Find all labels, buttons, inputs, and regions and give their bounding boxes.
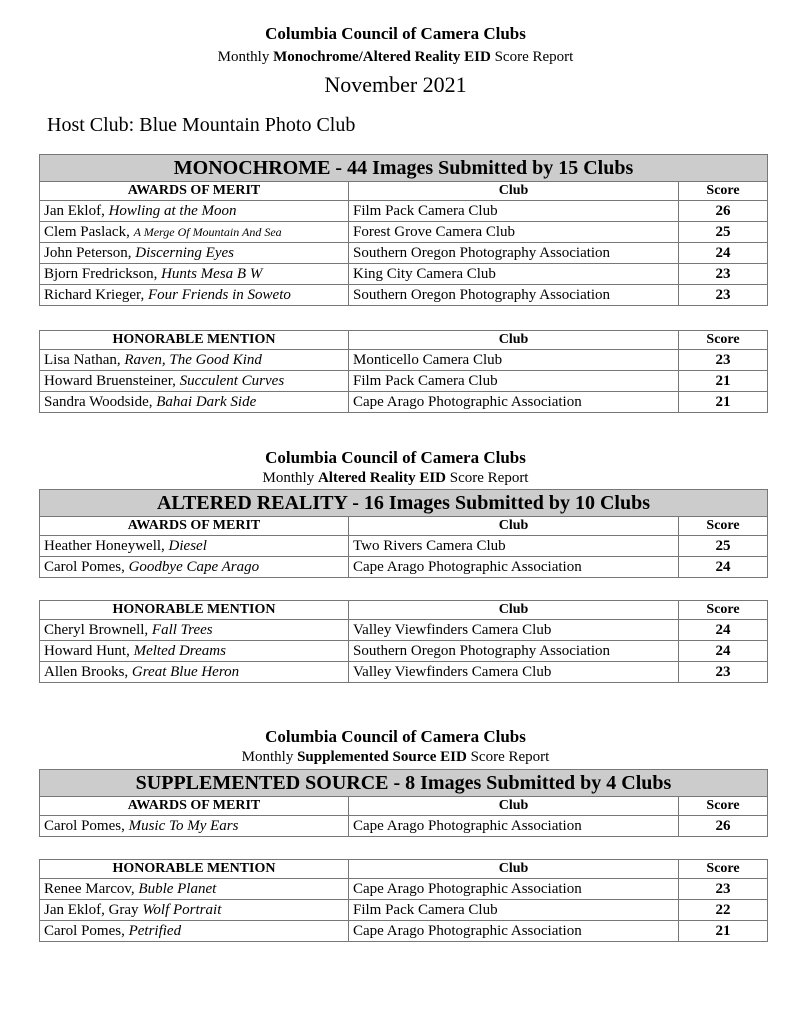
table-row: Richard Krieger, Four Friends in Soweto Southern Oregon Photography Association 23 (40, 285, 768, 306)
table-row: Carol Pomes, Music To My Ears Cape Arago Photographic Association 26 (40, 816, 768, 837)
table-row: Howard Bruensteiner, Succulent Curves Film Pack Camera Club 21 (40, 371, 768, 392)
monochrome-awards-table (39, 154, 768, 306)
club-header: Club (349, 601, 679, 620)
hm-header: HONORABLE MENTION (40, 601, 349, 620)
table-row: Lisa Nathan, Raven, The Good Kind Monticello Camera Club 23 (40, 350, 768, 371)
section-report-subtitle: Monthly Altered Reality EID Score Report (262, 470, 529, 486)
org-title: Columbia Council of Camera Clubs (265, 24, 526, 43)
table-row: Clem Paslack, A Merge Of Mountain And Sea Forest Grove Camera Club 25 (40, 222, 768, 243)
table-row: Jan Eklof, Howling at the Moon Film Pack Camera Club 26 (40, 201, 768, 222)
section-org-title: Columbia Council of Camera Clubs (265, 448, 526, 467)
hm-header: HONORABLE MENTION (40, 860, 349, 879)
table-row: John Peterson, Discerning Eyes Southern Oregon Photography Association 24 (40, 243, 768, 264)
score-header: Score (679, 601, 768, 620)
score-header: Score (679, 797, 768, 816)
club-header: Club (349, 517, 679, 536)
club-header: Club (349, 182, 679, 201)
table-row: Bjorn Fredrickson, Hunts Mesa B W King City Camera Club 23 (40, 264, 768, 285)
altered-reality-hm-table (39, 600, 768, 683)
table-row: Heather Honeywell, Diesel Two Rivers Camera Club 25 (40, 536, 768, 557)
table-row: Allen Brooks, Great Blue Heron Valley Viewfinders Camera Club 23 (40, 662, 768, 683)
altered-reality-awards-table (39, 489, 768, 578)
table-row: Cheryl Brownell, Fall Trees Valley Viewfinders Camera Club 24 (40, 620, 768, 641)
club-header: Club (349, 797, 679, 816)
supplemented-source-awards-table (39, 769, 768, 837)
section-banner: ALTERED REALITY - 16 Images Submitted by 10 Clubs (40, 490, 768, 517)
table-row: Jan Eklof, Gray Wolf Portrait Film Pack Camera Club 22 (40, 900, 768, 921)
table-row: Howard Hunt, Melted Dreams Southern Oregon Photography Association 24 (40, 641, 768, 662)
club-header: Club (349, 331, 679, 350)
section-report-subtitle: Monthly Supplemented Source EID Score Report (241, 749, 550, 765)
table-row: Renee Marcov, Buble Planet Cape Arago Photographic Association 23 (40, 879, 768, 900)
supplemented-source-hm-table (39, 859, 768, 942)
report-subtitle: Monthly Monochrome/Altered Reality EID Score Report (217, 49, 574, 65)
section-org-title: Columbia Council of Camera Clubs (265, 727, 526, 746)
host-club: Host Club: Blue Mountain Photo Club (47, 114, 356, 136)
score-header: Score (679, 860, 768, 879)
score-header: Score (679, 331, 768, 350)
awards-header: AWARDS OF MERIT (40, 182, 349, 201)
table-row: Carol Pomes, Goodbye Cape Arago Cape Arago Photographic Association 24 (40, 557, 768, 578)
monochrome-hm-table (39, 330, 768, 413)
club-header: Club (349, 860, 679, 879)
table-row: Sandra Woodside, Bahai Dark Side Cape Arago Photographic Association 21 (40, 392, 768, 413)
awards-header: AWARDS OF MERIT (40, 517, 349, 536)
section-banner: MONOCHROME - 44 Images Submitted by 15 Clubs (40, 155, 768, 182)
report-month: November 2021 (324, 72, 467, 97)
table-row: Carol Pomes, Petrified Cape Arago Photographic Association 21 (40, 921, 768, 942)
hm-header: HONORABLE MENTION (40, 331, 349, 350)
awards-header: AWARDS OF MERIT (40, 797, 349, 816)
score-header: Score (679, 517, 768, 536)
score-header: Score (679, 182, 768, 201)
section-banner: SUPPLEMENTED SOURCE - 8 Images Submitted by 4 Clubs (40, 770, 768, 797)
